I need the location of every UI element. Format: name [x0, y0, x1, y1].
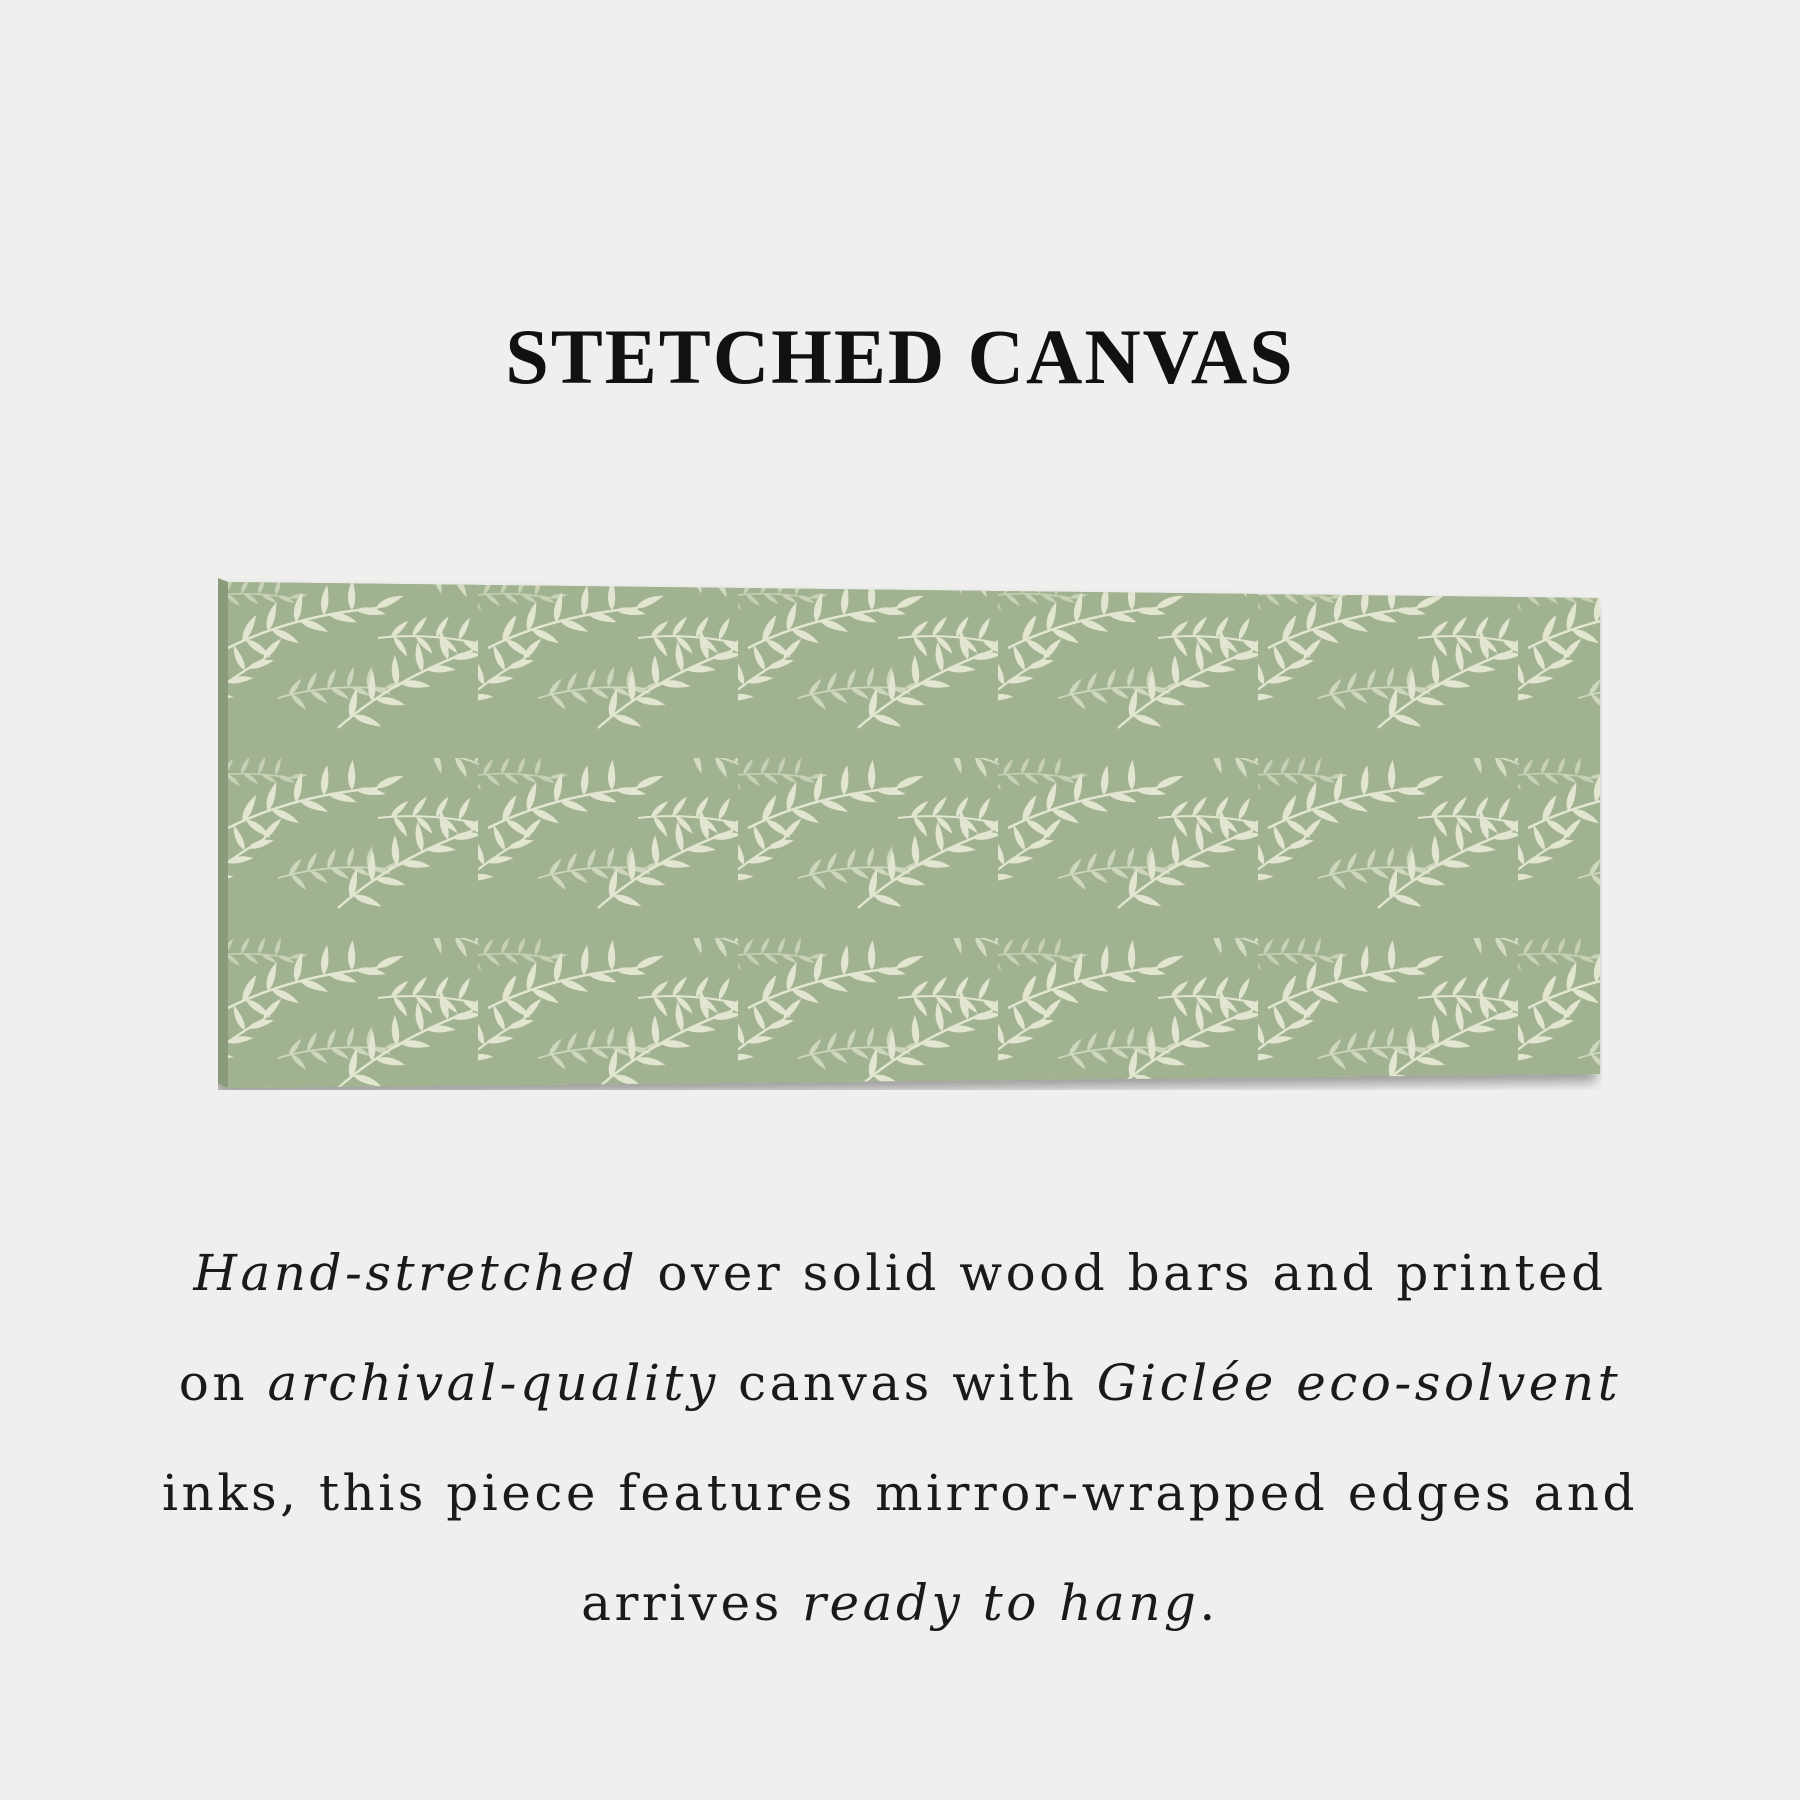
description-line-1: [150, 1218, 1650, 1328]
description-line-2: [150, 1328, 1650, 1438]
italic-archival-quality: archival-quality: [267, 1354, 719, 1412]
italic-giclee-eco-solvent: Giclée eco-solvent: [1096, 1354, 1622, 1412]
page-title: STETCHED CANVAS: [505, 313, 1295, 400]
description-line-3: [150, 1438, 1650, 1548]
description-text: arrives: [581, 1574, 803, 1632]
description-line-4: [150, 1548, 1650, 1658]
description-text: on: [178, 1354, 268, 1412]
canvas-artwork-image: [218, 578, 1602, 1090]
canvas-left-edge: [218, 578, 228, 1088]
italic-ready-to-hang: ready to hang: [802, 1574, 1200, 1632]
product-description: [150, 1218, 1650, 1658]
description-text: canvas with: [718, 1354, 1097, 1412]
description-text: inks, this piece features mirror-wrapped edges and: [162, 1464, 1638, 1522]
description-text: .: [1199, 1574, 1219, 1632]
stretched-canvas-artwork: [218, 578, 1602, 1090]
italic-hand-stretched: Hand-stretched: [193, 1244, 638, 1302]
description-text: over solid wood bars and printed: [638, 1244, 1607, 1302]
